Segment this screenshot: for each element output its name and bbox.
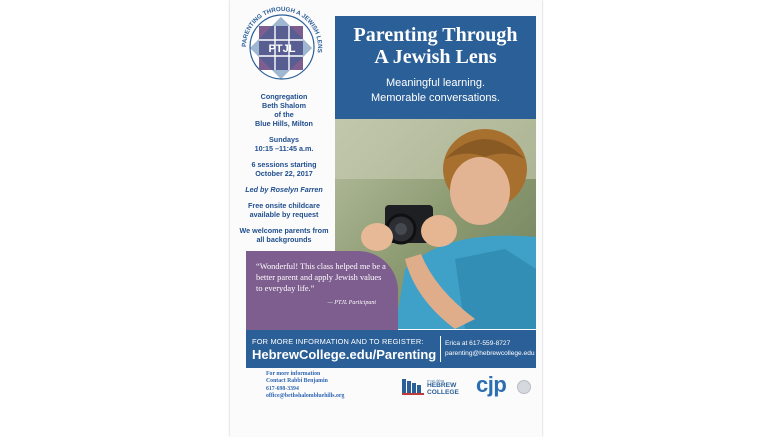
schedule-day: Sundays — [269, 135, 299, 144]
hebrew-college-mark-icon — [402, 379, 426, 395]
congregation-line: Blue Hills, Milton — [255, 119, 313, 128]
local-contact — [266, 371, 376, 401]
congregation-line: of the — [274, 110, 294, 119]
tagline-line: Memorable conversations. — [370, 92, 500, 104]
contact-block — [445, 339, 535, 359]
cjp-logo: cjp — [476, 372, 507, 397]
welcome-block — [232, 226, 336, 244]
schedule-time: 10:15 –11:45 a.m. — [254, 144, 314, 153]
congregation-line: Beth Shalom — [262, 101, 306, 110]
hebrew-college-line1: HEBREW — [427, 382, 457, 389]
ptjl-logo-mark — [239, 4, 325, 90]
congregation-line: Congregation — [260, 92, 308, 101]
schedule-block — [232, 135, 336, 153]
logo-monogram: PTJL — [268, 43, 296, 55]
testimonial-text: “Wonderful! This class helped me be a better parent and apply Jewish values to everyday life.” — [256, 262, 386, 293]
sessions-block — [232, 160, 336, 178]
contact-phone: Erica at 617-559-8727 — [445, 340, 511, 347]
welcome-line: all backgrounds — [256, 235, 312, 244]
tagline-line: Meaningful learning. — [385, 77, 486, 89]
sessions-start-date: October 22, 2017 — [255, 169, 313, 178]
sessions-count: 6 sessions starting — [251, 160, 317, 169]
childcare-line: available by request — [249, 210, 319, 219]
hebrew-college-hebrew: מכללה עברית — [427, 379, 445, 383]
local-contact-line: Contact Rabbi Benjamin — [266, 378, 328, 385]
hebrew-college-line2: COLLEGE — [427, 388, 459, 396]
childcare-block — [232, 201, 336, 219]
logo-ring-text: PARENTING THROUGH A JEWISH LENS — [240, 5, 324, 54]
seal-icon — [517, 380, 531, 394]
register-url[interactable]: HebrewCollege.edu/Parenting — [252, 347, 437, 362]
testimonial-attribution: — PTJL Participant — [327, 300, 376, 306]
leader: Led by Roselyn Farren — [245, 185, 323, 194]
testimonial-quote — [246, 251, 398, 330]
local-contact-email[interactable]: office@bethshalombluehills.org — [266, 393, 345, 400]
flyer-title — [335, 24, 536, 68]
title-line: Parenting Through — [353, 24, 518, 46]
register-heading: FOR MORE INFORMATION AND TO REGISTER: — [252, 337, 424, 346]
hebrew-college-logo — [402, 379, 462, 397]
event-info — [232, 92, 336, 251]
congregation-block — [232, 92, 336, 128]
bar-divider — [440, 336, 441, 362]
local-contact-line: For more information — [266, 371, 321, 377]
tagline — [335, 76, 536, 106]
flyer-page — [230, 0, 542, 437]
register-bar — [246, 330, 536, 368]
title-banner — [335, 16, 536, 119]
title-line: A Jewish Lens — [374, 46, 497, 68]
childcare-line: Free onsite childcare — [248, 201, 320, 210]
ptjl-logo — [239, 4, 325, 90]
local-contact-phone: 617-698-3394 — [266, 385, 299, 392]
hebrew-college-wordmark — [427, 379, 459, 396]
welcome-line: We welcome parents from — [239, 226, 329, 235]
contact-email[interactable]: parenting@hebrewcollege.edu — [445, 350, 535, 357]
